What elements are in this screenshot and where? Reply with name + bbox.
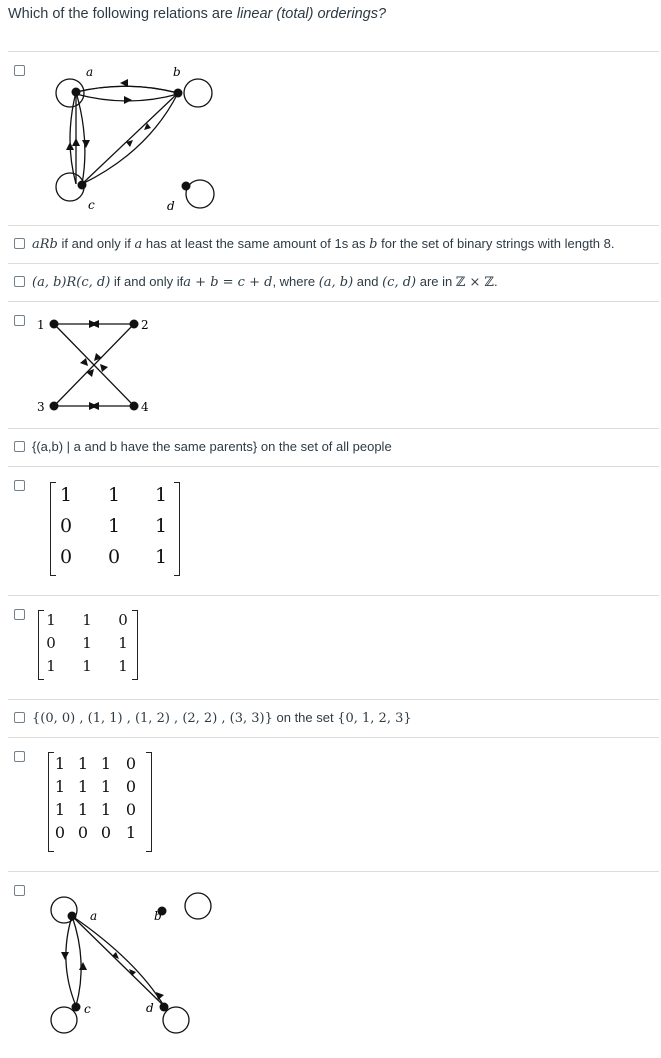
matrix-cell: 0 xyxy=(100,823,112,842)
vertex-label-3: 3 xyxy=(37,400,45,414)
matrix-cell: 1 xyxy=(82,611,92,629)
vertex-label-1: 1 xyxy=(37,318,45,332)
matrix-cell: 1 xyxy=(125,823,137,842)
option-9-checkbox[interactable] xyxy=(14,751,25,762)
matrix-cell: 0 xyxy=(54,823,66,842)
matrix-cell: 0 xyxy=(125,800,137,819)
matrix-cell: 1 xyxy=(107,484,121,506)
vertex-label-a: a xyxy=(90,909,98,923)
question-prefix: Which of the following relations are xyxy=(8,6,237,22)
vertex-label-4: 4 xyxy=(141,400,149,414)
option-8 xyxy=(8,699,659,738)
option-2 xyxy=(8,225,659,264)
matrix-cell: 1 xyxy=(77,754,89,773)
option-1 xyxy=(8,51,659,226)
matrix-cell: 1 xyxy=(100,777,112,796)
vertex-label-a: a xyxy=(86,65,94,79)
vertex-label-c: c xyxy=(88,198,95,212)
option-3-text: (a, b)R(c, d) if and only ifa + b = c + d, where (a, b) and (c, d) are in ℤ × ℤ. xyxy=(32,274,498,290)
option-7-matrix xyxy=(38,610,138,680)
matrix-cell: 1 xyxy=(82,657,92,675)
matrix-cell: 1 xyxy=(54,754,66,773)
vertex-label-2: 2 xyxy=(141,318,149,332)
matrix-cell: 1 xyxy=(54,777,66,796)
option-8-text: {(0, 0) , (1, 1) , (1, 2) , (2, 2) , (3, 3)} on the set {0, 1, 2, 3} xyxy=(32,710,412,726)
option-7 xyxy=(8,595,659,700)
matrix-cell: 1 xyxy=(46,611,56,629)
option-5-checkbox[interactable] xyxy=(14,441,25,452)
matrix-cell: 0 xyxy=(125,754,137,773)
matrix-cell: 0 xyxy=(46,634,56,652)
matrix-cell: 0 xyxy=(107,546,121,568)
matrix-cell: 1 xyxy=(154,546,168,568)
option-3 xyxy=(8,263,659,302)
vertex-label-b: b xyxy=(173,65,181,79)
matrix-cell: 0 xyxy=(59,546,73,568)
question-emphasis: linear (total) orderings? xyxy=(236,6,387,22)
option-8-checkbox[interactable] xyxy=(14,712,25,723)
option-5-text: {(a,b) | a and b have the same parents} on the set of all people xyxy=(32,439,392,454)
option-4-checkbox[interactable] xyxy=(14,315,25,326)
matrix-cell: 1 xyxy=(107,515,121,537)
option-10-graph xyxy=(36,872,236,1042)
matrix-cell: 1 xyxy=(118,657,128,675)
option-9-matrix xyxy=(48,752,152,852)
matrix-cell: 0 xyxy=(59,515,73,537)
matrix-cell: 1 xyxy=(82,634,92,652)
matrix-cell: 1 xyxy=(118,634,128,652)
question-text xyxy=(8,6,386,22)
matrix-cell: 1 xyxy=(100,754,112,773)
option-2-checkbox[interactable] xyxy=(14,238,25,249)
vertex-label-c: c xyxy=(84,1002,91,1016)
matrix-cell: 1 xyxy=(46,657,56,675)
option-1-checkbox[interactable] xyxy=(14,65,25,76)
vertex-label-d: d xyxy=(167,199,175,213)
option-10-checkbox[interactable] xyxy=(14,885,25,896)
matrix-cell: 1 xyxy=(100,800,112,819)
option-2-text: aRb if and only if a has at least the same amount of 1s as b for the set of binary strings with length 8. xyxy=(32,236,615,252)
matrix-cell: 1 xyxy=(77,777,89,796)
matrix-cell: 1 xyxy=(154,484,168,506)
vertex-label-d: d xyxy=(146,1001,154,1015)
option-4 xyxy=(8,301,659,429)
option-6-matrix xyxy=(50,482,180,576)
matrix-cell: 1 xyxy=(54,800,66,819)
matrix-cell: 1 xyxy=(77,800,89,819)
matrix-cell: 1 xyxy=(154,515,168,537)
option-10 xyxy=(8,871,659,1047)
option-9 xyxy=(8,737,659,872)
vertex-label-b: b xyxy=(154,909,162,923)
matrix-cell: 1 xyxy=(59,484,73,506)
option-6-checkbox[interactable] xyxy=(14,480,25,491)
option-1-graph xyxy=(36,52,236,222)
option-3-checkbox[interactable] xyxy=(14,276,25,287)
option-6 xyxy=(8,466,659,596)
matrix-cell: 0 xyxy=(118,611,128,629)
option-7-checkbox[interactable] xyxy=(14,609,25,620)
matrix-cell: 0 xyxy=(77,823,89,842)
option-5 xyxy=(8,428,659,467)
matrix-cell: 0 xyxy=(125,777,137,796)
option-4-graph xyxy=(28,302,188,422)
